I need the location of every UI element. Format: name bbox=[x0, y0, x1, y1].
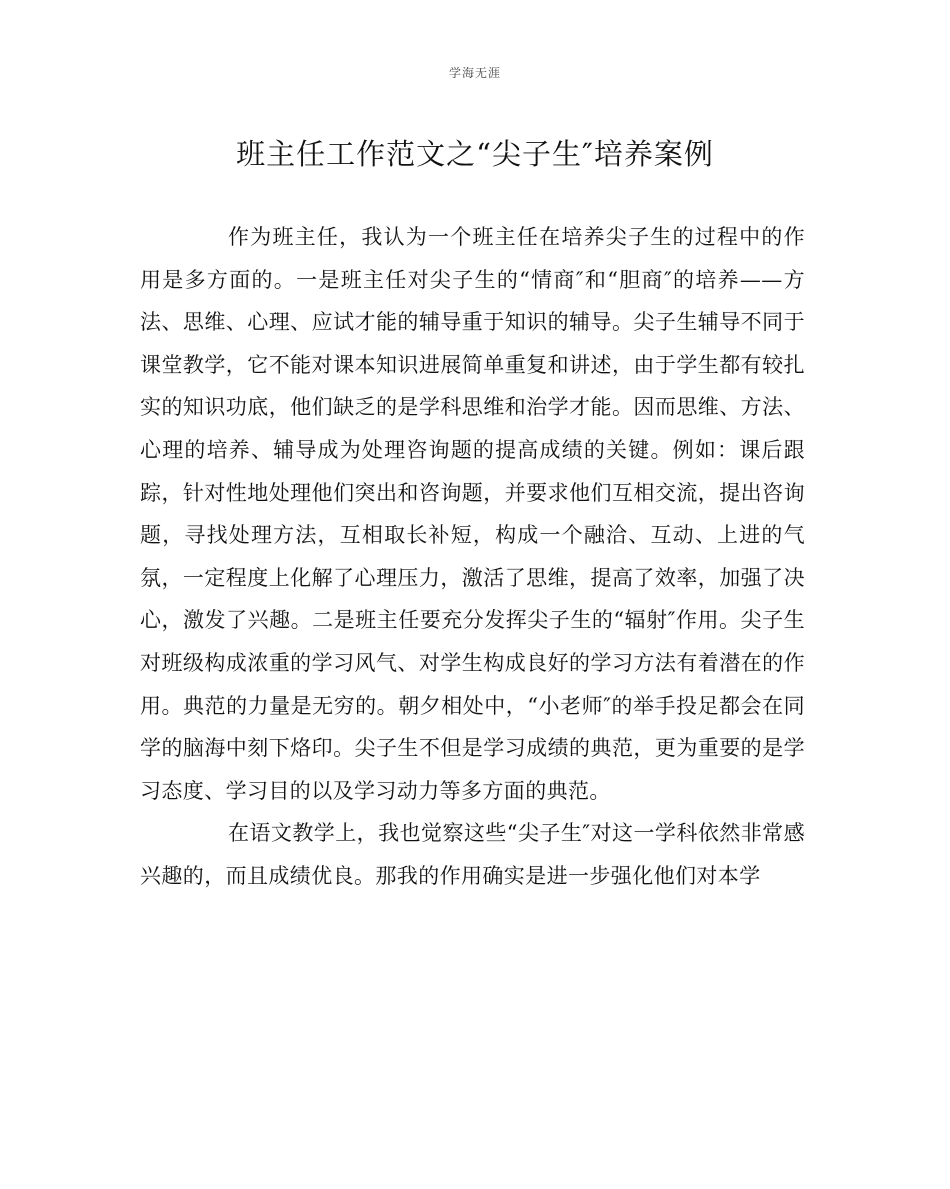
paragraph-2: 在语文教学上，我也觉察这些“尖子生″对这一学科依然非常感兴趣的，而且成绩优良。那我的作用确实是进一步强化他们对本学 bbox=[140, 821, 805, 888]
document-body bbox=[140, 216, 805, 898]
paragraph-1: 作为班主任，我认为一个班主任在培养尖子生的过程中的作用是多方面的。一是班主任对尖子生的“情商″和“胆商″的培养——方法、思维、心理、应试才能的辅导重于知识的辅导。尖子生辅导不同于课堂教学，它不能对课本知识进展简单重复和讲述，由于学生都有较扎实的知识功底，他们缺乏的是学科思维和治学才能。因而思维、方法、心理的培养、辅导成为处理咨询题的提高成绩的关键。例如：课后跟踪，针对性地处理他们突出和咨询题，并要求他们互相交流，提出咨询题，寻找处理方法，互相取长补短，构成一个融洽、互动、上进的气氛，一定程度上化解了心理压力，激活了思维，提高了效率，加强了决心，激发了兴趣。二是班主任要充分发挥尖子生的“辐射″作用。尖子生对班级构成浓重的学习风气、对学生构成良好的学习方法有着潜在的作用。典范的力量是无穷的。朝夕相处中，“小老师″的举手投足都会在同学的脑海中刻下烙印。尖子生不但是学习成绩的典范，更为重要的是学习态度、学习目的以及学习动力等多方面的典范。 bbox=[140, 225, 805, 803]
page-header: 学海无涯 bbox=[448, 66, 501, 80]
document-title: 班主任工作范文之“尖子生″培养案例 bbox=[236, 137, 714, 171]
